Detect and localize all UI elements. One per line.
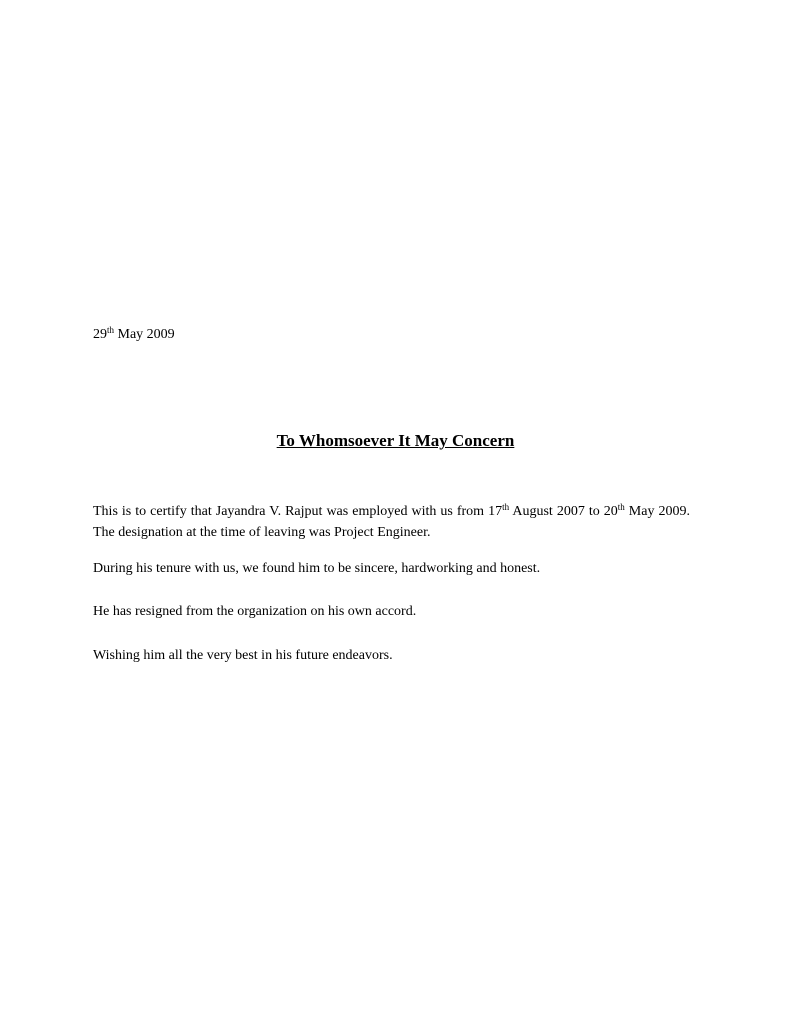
tenure-paragraph: During his tenure with us, we found him to be sincere, hardworking and honest.: [93, 561, 541, 576]
letter-heading: To Whomsoever It May Concern: [276, 431, 515, 450]
certification-paragraph: [93, 501, 690, 543]
date-rest: May 2009: [114, 327, 175, 342]
resignation-paragraph: He has resigned from the organization on his own accord.: [93, 604, 417, 619]
start-date-suffix: th: [502, 502, 510, 512]
certification-text-part3: May 2009. The designation at the time of leaving was Project Engineer.: [93, 504, 690, 540]
end-date-suffix: th: [617, 502, 625, 512]
date-day-suffix: th: [107, 325, 115, 335]
certification-text-part2: August 2007 to 20: [509, 504, 618, 519]
letter-date: [93, 324, 690, 345]
date-day: 29: [93, 327, 107, 342]
certification-text-part1: This is to certify that Jayandra V. Rajput was employed with us from 17: [93, 504, 503, 519]
wishes-paragraph: Wishing him all the very best in his future endeavors.: [93, 648, 393, 663]
